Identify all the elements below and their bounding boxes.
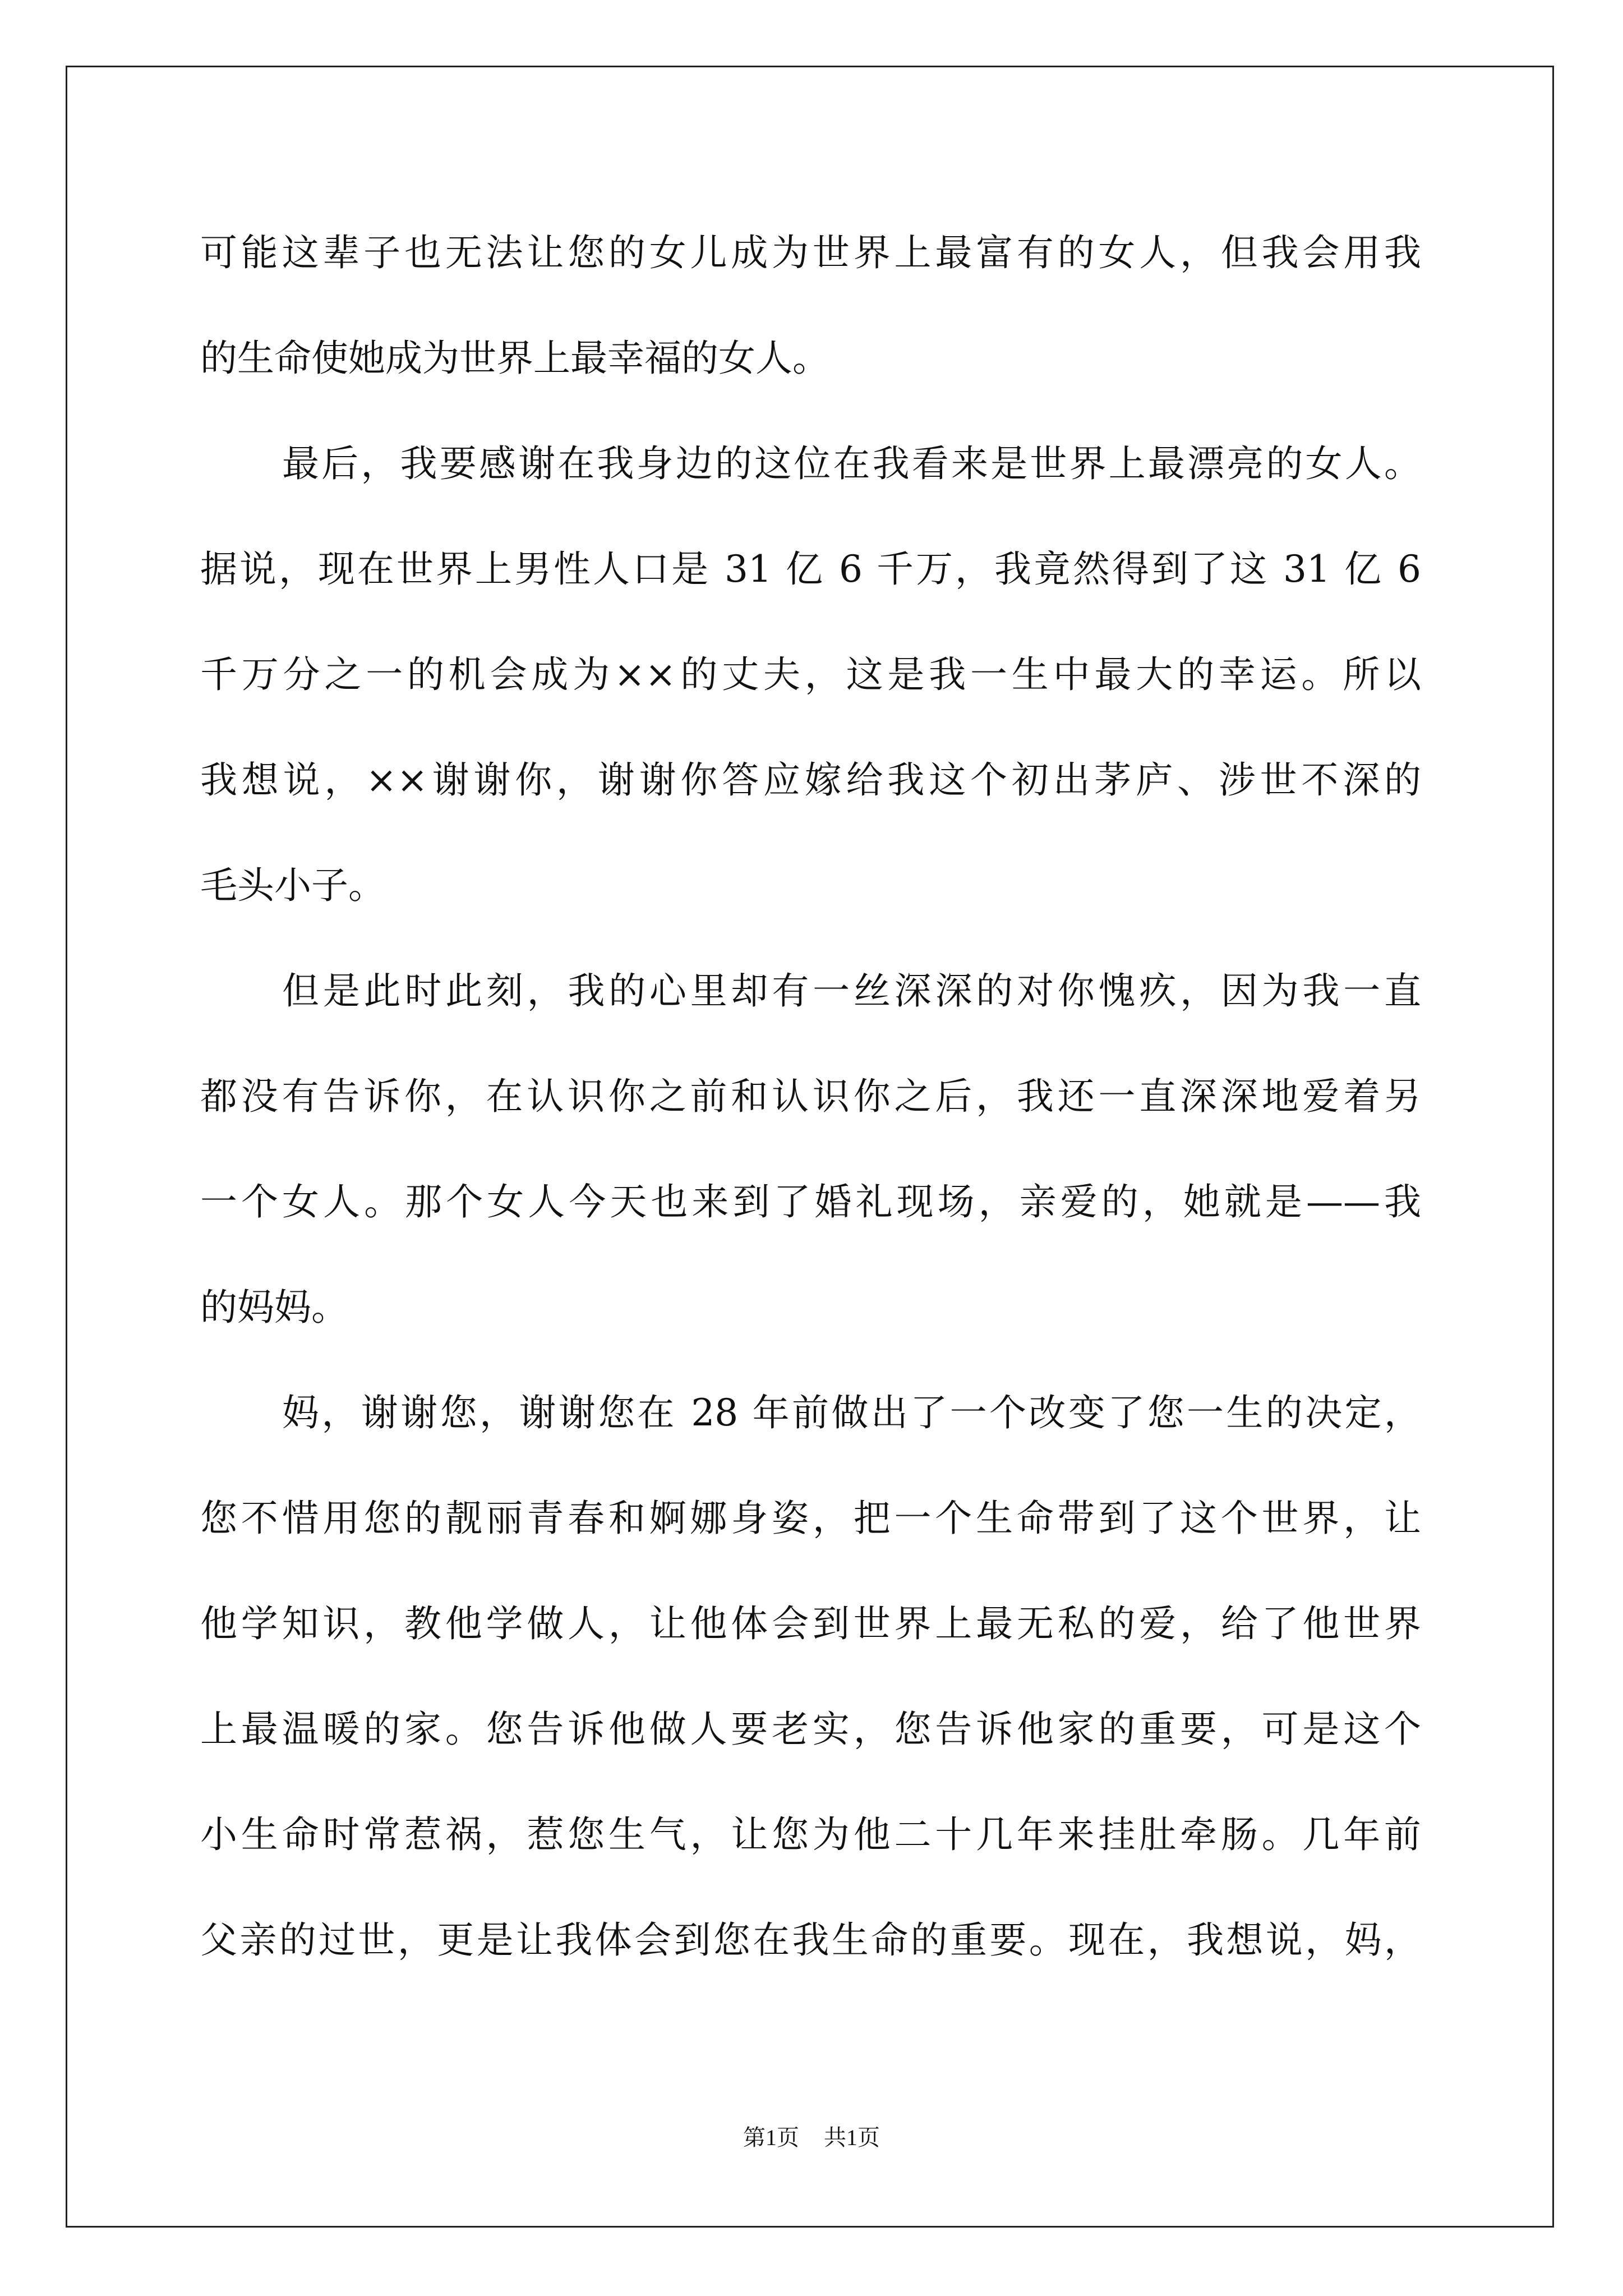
paragraph-2 (200, 411, 1421, 938)
text-line: 最后，我要感谢在我身边的这位在我看来是世界上最漂亮的女人。 (282, 442, 1421, 485)
text-line: 但是此时此刻，我的心里却有一丝深深的对你愧疚，因为我一直 (282, 969, 1421, 1013)
paragraph-3 (200, 938, 1421, 1360)
text-line: 的妈妈。 (200, 1286, 348, 1329)
text-line: 千万分之一的机会成为××的丈夫，这是我一生中最大的幸运。所以 (200, 653, 1421, 696)
page-number-label: 第1页 (743, 2125, 799, 2150)
text-line: 都没有告诉你，在认识你之前和认识你之后，我还一直深深地爱着另 (200, 1075, 1421, 1118)
page-footer (0, 2121, 1623, 2155)
text-line: 可能这辈子也无法让您的女儿成为世界上最富有的女人，但我会用我 (200, 231, 1421, 274)
text-line: 上最温暖的家。您告诉他做人要老实，您告诉他家的重要，可是这个 (200, 1708, 1421, 1751)
text-line: 妈，谢谢您，谢谢您在 28 年前做出了一个改变了您一生的决定， (282, 1391, 1421, 1434)
text-line: 父亲的过世，更是让我体会到您在我生命的重要。现在，我想说，妈， (200, 1918, 1421, 1962)
text-line: 小生命时常惹祸，惹您生气，让您为他二十几年来挂肚牵肠。几年前 (200, 1813, 1421, 1856)
text-line: 毛头小子。 (200, 864, 385, 907)
text-line: 的生命使她成为世界上最幸福的女人。 (200, 337, 829, 380)
text-line: 您不惜用您的靓丽青春和婀娜身姿，把一个生命带到了这个世界，让 (200, 1497, 1421, 1540)
page-count-label: 共1页 (824, 2125, 880, 2150)
text-line: 一个女人。那个女人今天也来到了婚礼现场，亲爱的，她就是——我 (200, 1180, 1421, 1223)
document-body (200, 200, 1421, 1993)
text-line: 我想说，××谢谢你，谢谢你答应嫁给我这个初出茅庐、涉世不深的 (200, 758, 1421, 802)
paragraph-4 (200, 1360, 1421, 1993)
paragraph-1 (200, 200, 1421, 411)
text-line: 据说，现在世界上男性人口是 31 亿 6 千万，我竟然得到了这 31 亿 6 (200, 547, 1421, 591)
text-line: 他学知识，教他学做人，让他体会到世界上最无私的爱，给了他世界 (200, 1602, 1421, 1645)
